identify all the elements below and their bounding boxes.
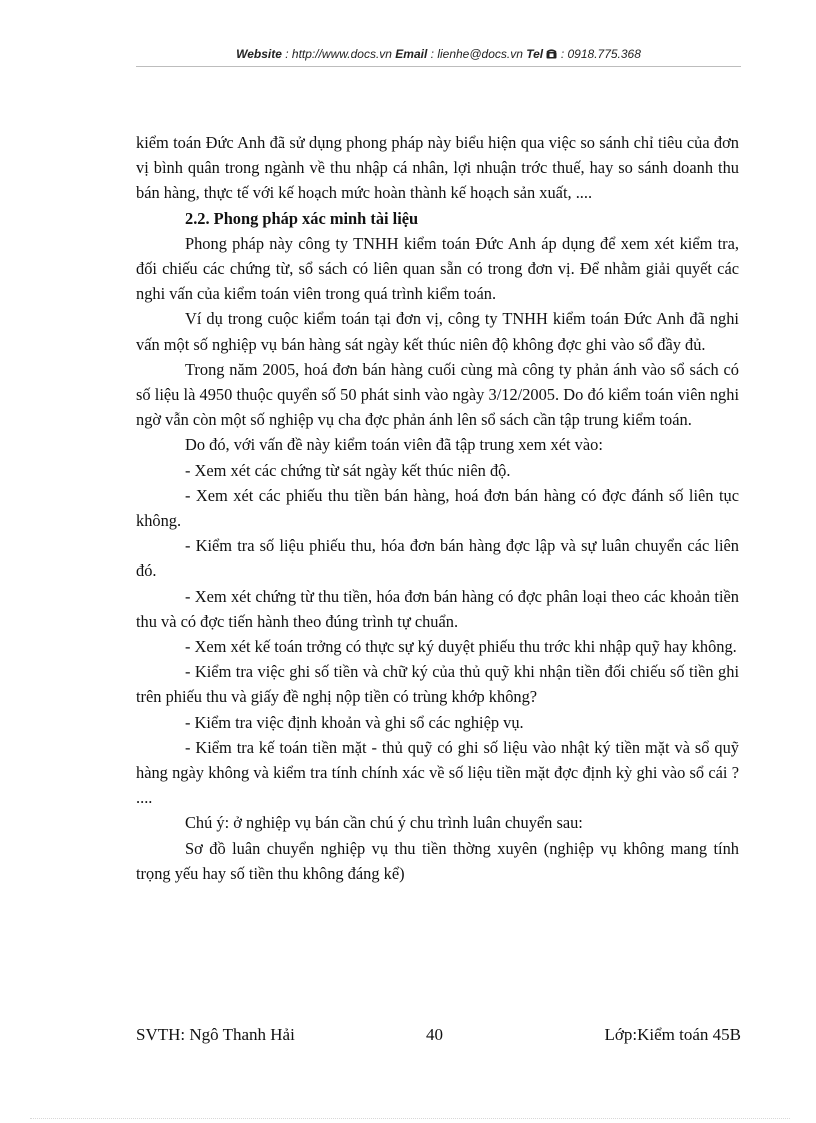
body-paragraph: - Kiểm tra kế toán tiền mặt - thủ quỹ có ghi số liệu vào nhật ký tiền mặt và sổ quỹ hàng ngày không và kiểm tra tính chính xác về số liệu tiền mặt đợc định kỳ ghi vào sổ cái ? .... — [136, 737, 739, 808]
body-paragraph: Phong pháp này công ty TNHH kiểm toán Đức Anh áp dụng để xem xét kiểm tra, đối chiếu các chứng từ, sổ sách có liên quan sẵn có trong đơn vị. Để nhằm giải quyết các nghi vấn của kiểm toán viên trong quá trình kiểm toán. — [136, 233, 739, 304]
body-paragraph: - Xem xét các phiếu thu tiền bán hàng, hoá đơn bán hàng có đợc đánh số liên tục không. — [136, 485, 739, 531]
bottom-divider — [30, 1118, 790, 1119]
body-paragraph: - Xem xét các chứng từ sát ngày kết thúc niên độ. — [185, 460, 511, 480]
document-body — [136, 130, 739, 886]
body-paragraph: - Kiểm tra việc ghi số tiền và chữ ký của thủ quỹ khi nhận tiền đối chiếu số tiền ghi trên phiếu thu và giấy đề nghị nộp tiền có trùng khớp không? — [136, 662, 739, 707]
footer-author: SVTH: Ngô Thanh Hải — [136, 1025, 295, 1044]
website-label: Website — [236, 47, 282, 61]
body-paragraph: - Xem xét chứng từ thu tiền, hóa đơn bán hàng có đợc phân loại theo các khoản tiền thu và có đợc tiến hành theo đúng trình tự chuẩn. — [136, 586, 739, 631]
page-number: 40 — [426, 1025, 443, 1044]
body-paragraph: Sơ đồ luân chuyển nghiệp vụ thu tiền thờng xuyên (nghiệp vụ không mang tính trọng yếu hay số tiền thu không đáng kể) — [136, 838, 739, 883]
body-paragraph: Ví dụ trong cuộc kiểm toán tại đơn vị, công ty TNHH kiểm toán Đức Anh đã nghi vấn một số nghiệp vụ bán hàng sát ngày kết thúc niên độ không đợc ghi vào sổ đầy đủ. — [136, 309, 739, 354]
page-footer — [136, 1025, 741, 1049]
email-label: Email — [395, 47, 428, 61]
body-paragraph: - Kiểm tra số liệu phiếu thu, hóa đơn bán hàng đợc lập và sự luân chuyển các liên đó. — [136, 536, 739, 581]
tel-label: Tel — [526, 47, 544, 61]
page-header — [136, 47, 741, 61]
body-paragraph: Do đó, với vấn đề này kiểm toán viên đã tập trung xem xét vào: — [185, 435, 603, 455]
website-link[interactable]: : http://www.docs.vn — [285, 47, 392, 61]
section-heading: 2.2. Phong pháp xác minh tài liệu — [185, 208, 419, 228]
body-paragraph: - Xem xét kế toán trởng có thực sự ký duyệt phiếu thu trớc khi nhập quỹ hay không. — [185, 637, 737, 657]
tel-number: : 0918.775.368 — [560, 47, 641, 61]
body-paragraph: kiểm toán Đức Anh đã sử dụng phong pháp này biểu hiện qua việc so sánh chỉ tiêu của đơn vị bình quân trong ngành về thu nhập cá nhân, lợi nhuận trớc thuế, hay so sánh doanh thu bán hàng, thực tế với kế hoạch mức hoàn thành kế hoạch sản xuất, .... — [136, 133, 739, 203]
body-paragraph: Trong năm 2005, hoá đơn bán hàng cuối cùng mà công ty phản ánh vào sổ sách có số liệu là 4950 thuộc quyển số 50 phát sinh vào ngày 3/12/2005. Do đó kiểm toán viên nghi ngờ vẫn còn một số nghiệp vụ cha đợc phản ánh lên sổ sách cần tập trung kiểm toán. — [136, 359, 739, 430]
footer-class: Lớp:Kiểm toán 45B — [604, 1025, 741, 1044]
phone-icon — [546, 49, 557, 59]
body-paragraph: Chú ý: ở nghiệp vụ bán cần chú ý chu trình luân chuyển sau: — [185, 813, 583, 833]
email-link[interactable]: : lienhe@docs.vn — [430, 47, 523, 61]
header-divider — [136, 66, 741, 67]
body-paragraph: - Kiểm tra việc định khoản và ghi sổ các nghiệp vụ. — [185, 712, 524, 732]
